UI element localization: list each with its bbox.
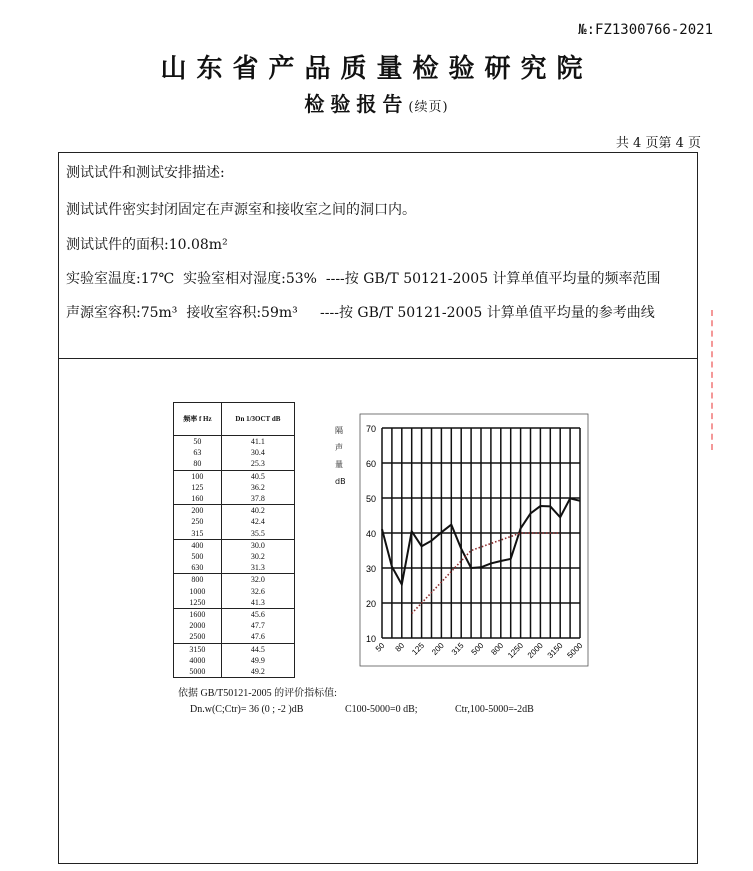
dn-cell: 49.2: [250, 667, 265, 677]
dn-cell: 35.5: [250, 528, 265, 538]
frequency-cell: 3150: [174, 643, 222, 655]
table-row: [174, 539, 295, 551]
table-row: [174, 458, 295, 470]
room-volumes: [66, 302, 655, 322]
y-tick-label: 60: [365, 459, 376, 469]
table-row: [174, 493, 295, 505]
frequency-cell: 50: [174, 436, 222, 448]
dn-cell: 47.6: [250, 632, 265, 642]
x-tick-label: 1250: [506, 641, 526, 660]
dn-cell: 45.6: [221, 609, 294, 621]
chart-frame: [360, 414, 588, 666]
x-tick-label: 315: [449, 641, 466, 657]
table-row: [174, 655, 295, 666]
receive-volume: 接收室容积:59m³: [186, 305, 298, 321]
x-tick-label: 80: [393, 641, 407, 654]
frequency-cell: 500: [174, 551, 222, 562]
curve-note: ----按 GB/T 50121-2005 计算单值平均量的参考曲线: [320, 305, 655, 321]
organization-name: 山东省产品质量检验研究院: [160, 54, 593, 84]
col-header-frequency: 频率 f Hz: [174, 403, 222, 436]
frequency-cell: 63: [174, 447, 222, 458]
area-line: [66, 234, 228, 254]
y-tick-label: 40: [365, 529, 376, 539]
table-row: [174, 436, 295, 448]
mount-description: 测试试件密实封闭固定在声源室和接收室之间的洞口内。: [66, 202, 416, 218]
y-tick-label: 70: [365, 424, 376, 434]
dn-cell: 32.0: [221, 574, 294, 586]
lab-conditions: [66, 268, 661, 288]
lab-temp: 实验室温度:17℃: [66, 271, 175, 287]
area-label: 测试试件的面积:: [66, 237, 169, 253]
x-tick-label: 500: [469, 641, 486, 657]
reference-curve: [412, 533, 561, 614]
dn-cell: 41.3: [250, 597, 265, 607]
dn-cell: 44.5: [221, 643, 294, 655]
table-row: [174, 505, 295, 517]
frequency-cell: 1600: [174, 609, 222, 621]
x-tick-label: 50: [373, 641, 387, 654]
table-row: [174, 574, 295, 586]
dn-cell: 30.0: [221, 539, 294, 551]
table-row: [174, 516, 295, 527]
dn-cell: 42.4: [250, 517, 265, 527]
seal-stamp-edge: [711, 310, 753, 450]
table-row: [174, 620, 295, 631]
frequency-cell: 400: [174, 539, 222, 551]
c-value: C100-5000=0 dB;: [345, 704, 418, 715]
dn-cell: 30.2: [250, 552, 265, 562]
table-row: [174, 631, 295, 643]
page-info: 共 4 页第 4 页: [615, 136, 701, 151]
x-tick-label: 125: [410, 641, 427, 657]
table-row: [174, 551, 295, 562]
table-row: [174, 597, 295, 609]
frequency-cell: 2000: [174, 620, 222, 631]
data-table: [173, 402, 295, 678]
frequency-cell: 250: [174, 516, 222, 527]
y-tick-label: 10: [365, 634, 376, 644]
dn-cell: 47.7: [250, 621, 265, 631]
frequency-cell: 1000: [174, 586, 222, 597]
frequency-cell: 315: [174, 528, 222, 540]
table-row: [174, 609, 295, 621]
dn-cell: 31.3: [250, 563, 265, 573]
frequency-cell: 100: [174, 470, 222, 482]
area-value: 10.08m²: [168, 237, 228, 253]
frequency-cell: 160: [174, 493, 222, 505]
title-text: 检验报告: [304, 92, 409, 116]
frequency-cell: 5000: [174, 666, 222, 678]
dnw-value: Dn.w(C;Ctr)= 36 (0 ; -2 )dB: [190, 704, 304, 715]
x-tick-label: 2000: [525, 641, 545, 660]
col-header-dn: Dn 1/3OCT dB: [221, 403, 294, 436]
ctr-value: Ctr,100-5000=-2dB: [455, 704, 534, 715]
document-number: №:FZ1300766-2021: [578, 22, 713, 38]
dn-cell: 49.9: [250, 655, 265, 665]
frequency-cell: 800: [174, 574, 222, 586]
y-tick-label: 50: [365, 494, 376, 504]
frequency-cell: 80: [174, 458, 222, 470]
sound-insulation-chart: [330, 400, 590, 670]
dn-cell: 37.8: [250, 494, 265, 504]
table-row: [174, 482, 295, 493]
dn-cell: 41.1: [250, 437, 265, 446]
x-tick-label: 800: [489, 641, 506, 657]
x-tick-label: 200: [430, 641, 446, 657]
continued-label: (续页): [408, 100, 449, 115]
dn-cell: 40.2: [221, 505, 294, 517]
dn-cell: 40.5: [221, 470, 294, 482]
lab-humidity: 实验室相对湿度:53%: [183, 271, 317, 287]
dn-cell: 25.3: [250, 459, 265, 469]
frequency-cell: 2500: [174, 631, 222, 643]
dn-cell: 32.6: [250, 586, 265, 596]
section-divider: [58, 358, 698, 359]
frequency-cell: 1250: [174, 597, 222, 609]
table-row: [174, 528, 295, 540]
index-label: 依据 GB/T50121-2005 的评价指标值:: [178, 688, 337, 699]
x-tick-label: 3150: [545, 641, 565, 660]
frequency-cell: 4000: [174, 655, 222, 666]
table-row: [174, 586, 295, 597]
table-row: [174, 562, 295, 574]
dn-cell: 30.4: [250, 448, 265, 458]
description-heading: 测试试件和测试安排描述:: [66, 165, 225, 181]
source-volume: 声源室容积:75m³: [66, 305, 178, 321]
x-tick-label: 5000: [565, 641, 585, 660]
report-title: [0, 88, 753, 117]
y-tick-label: 30: [365, 564, 376, 574]
table-row: [174, 666, 295, 678]
frequency-cell: 630: [174, 562, 222, 574]
freq-note: ----按 GB/T 50121-2005 计算单值平均量的频率范围: [325, 271, 661, 287]
frequency-cell: 200: [174, 505, 222, 517]
table-row: [174, 643, 295, 655]
y-axis-label: 隔声量 dB: [335, 426, 346, 486]
table-row: [174, 470, 295, 482]
dn-cell: 36.2: [250, 482, 265, 492]
table-row: [174, 447, 295, 458]
seal-stamp: [705, 300, 753, 460]
frequency-cell: 125: [174, 482, 222, 493]
y-tick-label: 20: [365, 599, 376, 609]
